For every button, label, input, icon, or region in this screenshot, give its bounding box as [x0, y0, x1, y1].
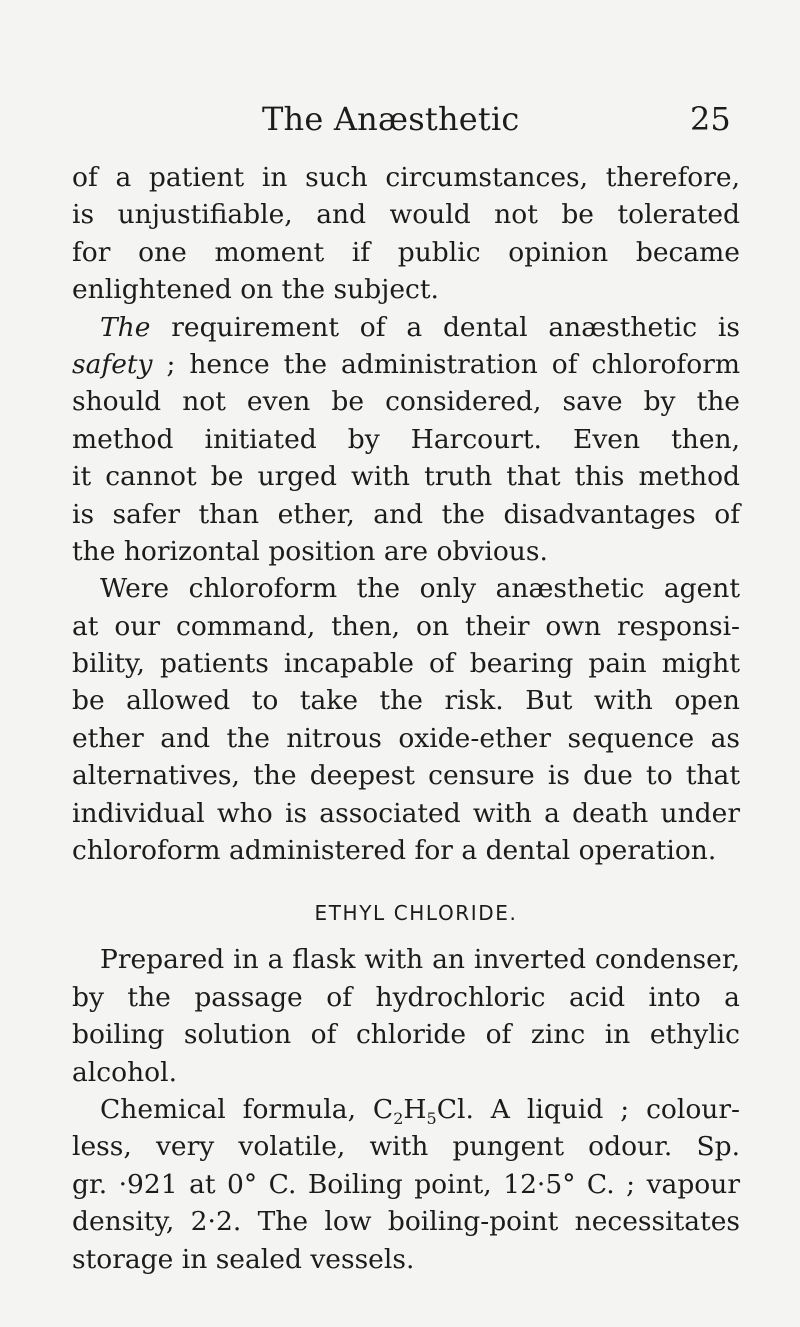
text-run: ; hence the administration of chloroform	[152, 348, 740, 380]
text-line: enlightened on the subject.	[72, 274, 439, 306]
italic-word: The	[100, 311, 151, 343]
running-head	[0, 97, 800, 141]
text-line: should not even be considered, save by the	[72, 386, 740, 418]
running-title: The Anæsthetic	[262, 100, 520, 138]
text-line: is unjustifiable, and would not be tolerated	[72, 199, 740, 231]
text-line: be allowed to take the risk. But with open	[72, 685, 740, 717]
text-line: by the passage of hydrochloric acid into a	[72, 981, 740, 1013]
paragraph	[72, 309, 740, 571]
text-line: density, 2·2. The low boiling-point necessitates	[72, 1206, 740, 1238]
text-line: bility, patients incapable of bearing pain might	[72, 648, 740, 680]
formula-subscript: 2	[393, 1108, 404, 1128]
text-run: requirement of a dental anæsthetic is	[150, 311, 740, 343]
chemical-formula-line	[72, 1091, 740, 1128]
formula-subscript: 5	[426, 1108, 437, 1128]
text-line: is safer than ether, and the disadvantages of	[72, 498, 740, 530]
text-line	[72, 346, 740, 383]
text-line: individual who is associated with a death under	[72, 797, 740, 829]
paragraph	[72, 159, 740, 309]
section-heading: ETHYL CHLORIDE.	[314, 901, 518, 926]
formula-middle: H	[403, 1093, 427, 1125]
italic-word: safety	[72, 348, 153, 380]
text-line: less, very volatile, with pungent odour. Sp.	[72, 1131, 740, 1163]
text-line	[72, 309, 740, 346]
paragraph	[72, 1091, 740, 1278]
text-line: gr. ·921 at 0° C. Boiling point, 12·5° C. ; vapour	[72, 1168, 740, 1200]
text-line: it cannot be urged with truth that this method	[72, 461, 740, 493]
text-line: Prepared in a flask with an inverted condenser,	[100, 944, 740, 976]
paragraph	[72, 941, 740, 1091]
text-line: at our command, then, on their own responsi-	[72, 610, 740, 642]
text-line: of a patient in such circumstances, therefore,	[72, 162, 740, 193]
text-line: ether and the nitrous oxide-ether sequence as	[72, 722, 740, 754]
page-number: 25	[690, 100, 731, 138]
formula-suffix: Cl. A liquid ; colour-	[436, 1093, 740, 1125]
text-line: Were chloroform the only anæsthetic agent	[100, 573, 740, 605]
text-line: storage in sealed vessels.	[72, 1243, 415, 1275]
formula-prefix: Chemical formula, C	[100, 1093, 394, 1125]
text-line: chloroform administered for a dental operation.	[72, 835, 717, 867]
text-line: alcohol.	[72, 1056, 177, 1088]
text-line: for one moment if public opinion became	[72, 236, 740, 268]
body-text	[72, 159, 740, 1278]
text-line: alternatives, the deepest censure is due to that	[72, 760, 740, 792]
paragraph	[72, 570, 740, 869]
text-line: boiling solution of chloride of zinc in ethylic	[72, 1019, 740, 1051]
text-line: method initiated by Harcourt. Even then,	[72, 423, 740, 455]
text-line: the horizontal position are obvious.	[72, 535, 548, 567]
